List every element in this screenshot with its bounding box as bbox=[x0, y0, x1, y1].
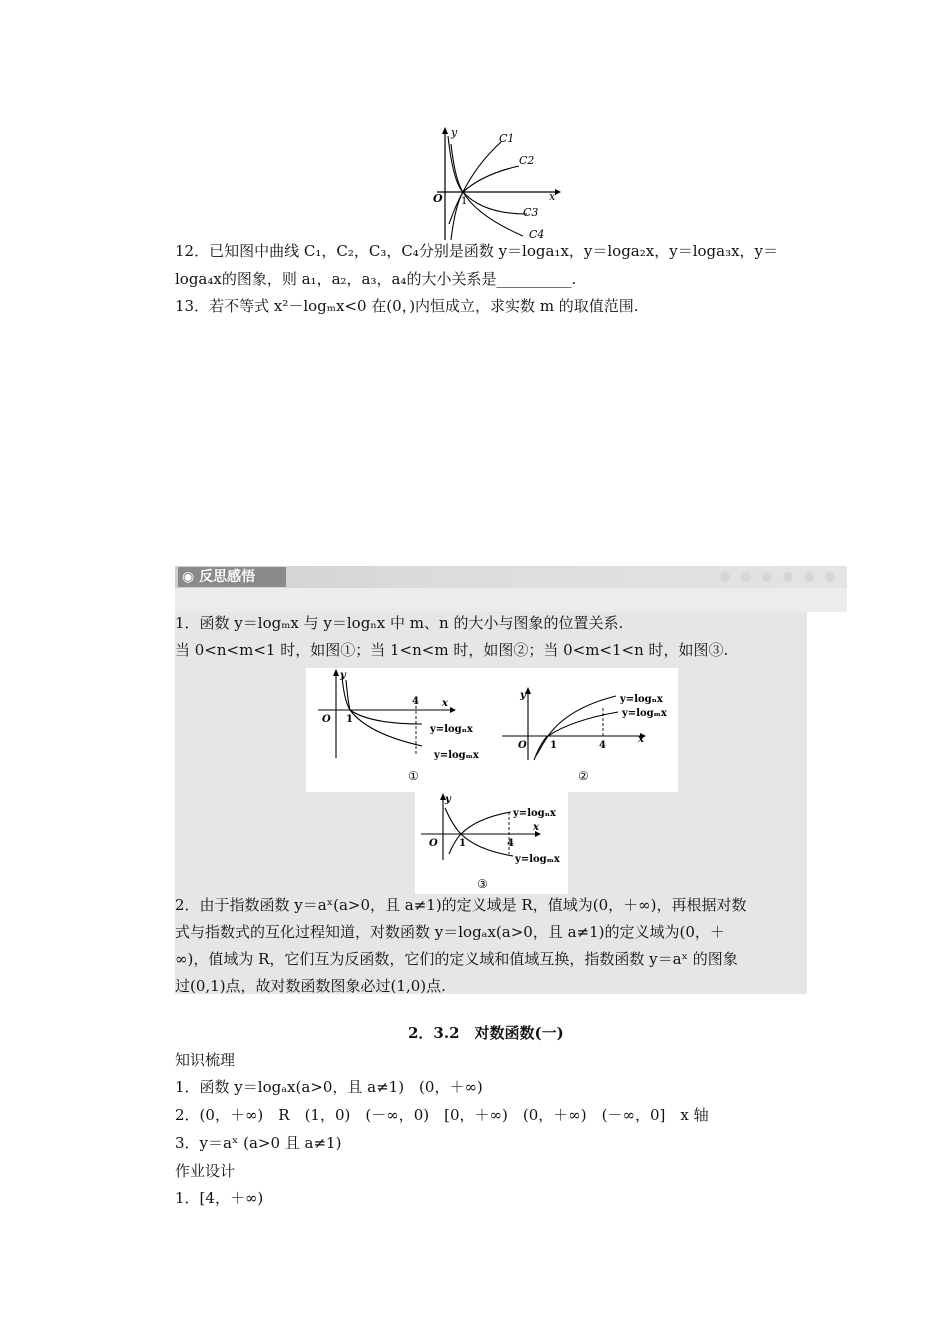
origin-label: O bbox=[433, 192, 443, 205]
reflection-title: ◉ 反思感悟 bbox=[178, 567, 286, 587]
fig3-x: x bbox=[533, 822, 539, 833]
banner-dot bbox=[825, 572, 835, 582]
knowledge-heading: 知识梳理 bbox=[175, 1051, 236, 1069]
fig3-origin: O bbox=[429, 838, 438, 849]
q12-line1: 12．已知图中曲线 C₁，C₂，C₃，C₄分别是函数 y＝loga₁x，y＝loga₂x，y＝loga₃x，y＝ bbox=[175, 242, 779, 260]
top-log-figure bbox=[415, 124, 565, 242]
reflection-p3-l3: ∞)，值域为 R，它们互为反函数，它们的定义域和值域互换，指数函数 y＝aˣ 的图象 bbox=[175, 950, 738, 968]
fig1-x: x bbox=[442, 698, 448, 709]
banner-dot bbox=[720, 572, 730, 582]
answer-1: 1．函数 y＝logₐx(a>0，且 a≠1) (0，＋∞) bbox=[175, 1078, 483, 1096]
fig1-y: y bbox=[340, 670, 346, 681]
q12-line2: loga₄x的图象，则 a₁，a₂，a₃，a₄的大小关系是__________. bbox=[175, 270, 577, 288]
c4-label: C4 bbox=[529, 228, 545, 241]
fig2-four: 4 bbox=[599, 740, 606, 751]
fig1-label: ① bbox=[408, 769, 419, 783]
axis-x-label: x bbox=[549, 190, 556, 203]
banner-dot bbox=[741, 572, 751, 582]
banner-dot bbox=[762, 572, 772, 582]
one-label: 1 bbox=[461, 196, 468, 207]
homework-1: 1．[4，＋∞) bbox=[175, 1189, 264, 1207]
fig2-origin: O bbox=[518, 740, 527, 751]
fig3-curve-n: y=logₙx bbox=[513, 808, 556, 819]
figure-1 bbox=[310, 668, 500, 790]
fig2-y: y bbox=[520, 690, 526, 701]
banner-dot bbox=[783, 572, 793, 582]
section-title: 2．3.2 对数函数(一) bbox=[408, 1024, 564, 1042]
fig2-label: ② bbox=[578, 769, 589, 783]
homework-heading: 作业设计 bbox=[175, 1162, 236, 1180]
fig1-four: 4 bbox=[412, 696, 419, 707]
fig1-curve-n: y=logₙx bbox=[430, 724, 473, 735]
c2-label: C2 bbox=[519, 154, 535, 167]
c1-label: C1 bbox=[499, 132, 515, 145]
q13-text: 13．若不等式 x²－logₘx<0 在(0，)内恒成立，求实数 m 的取值范围. bbox=[175, 297, 639, 315]
reflection-p3-l4: 过(0,1)点，故对数函数图象必过(1,0)点. bbox=[175, 977, 446, 995]
banner-dot bbox=[804, 572, 814, 582]
answer-3: 3．y＝aˣ (a>0 且 a≠1) bbox=[175, 1134, 342, 1152]
fig3-y: y bbox=[445, 794, 451, 805]
reflection-p3-l2: 式与指数式的互化过程知道，对数函数 y＝logₐx(a>0，且 a≠1)的定义域为(0，＋ bbox=[175, 923, 725, 941]
reflection-p1: 1．函数 y＝logₘx 与 y＝logₙx 中 m、n 的大小与图象的位置关系. bbox=[175, 614, 624, 632]
fig1-curve-m: y=logₘx bbox=[434, 750, 479, 761]
fig2-x: x bbox=[638, 734, 644, 745]
fig3-label: ③ bbox=[477, 877, 488, 891]
fig3-curve-m: y=logₘx bbox=[515, 854, 560, 865]
fig1-one: 1 bbox=[346, 714, 353, 725]
fig3-four: 4 bbox=[507, 838, 514, 849]
fig3-one: 1 bbox=[459, 838, 466, 849]
reflection-p3-l1: 2．由于指数函数 y＝aˣ(a>0，且 a≠1)的定义域是 R，值域为(0，＋∞)，再根据对数 bbox=[175, 896, 747, 914]
fig2-curve-m: y=logₘx bbox=[622, 708, 667, 719]
answer-2: 2．(0，＋∞) R (1，0) (－∞，0) [0，＋∞) (0，＋∞) (－∞，0] x 轴 bbox=[175, 1106, 709, 1124]
fig2-one: 1 bbox=[550, 740, 557, 751]
fig1-origin: O bbox=[322, 714, 331, 725]
reflection-p2: 当 0<n<m<1 时，如图①；当 1<n<m 时，如图②；当 0<m<1<n 时，如图③. bbox=[175, 641, 729, 659]
figure-2 bbox=[498, 668, 676, 790]
fig2-curve-n: y=logₙx bbox=[620, 694, 663, 705]
axis-y-label: y bbox=[451, 126, 458, 139]
figure-3 bbox=[415, 790, 568, 894]
reflection-banner-sub bbox=[175, 588, 847, 612]
c3-label: C3 bbox=[523, 206, 539, 219]
